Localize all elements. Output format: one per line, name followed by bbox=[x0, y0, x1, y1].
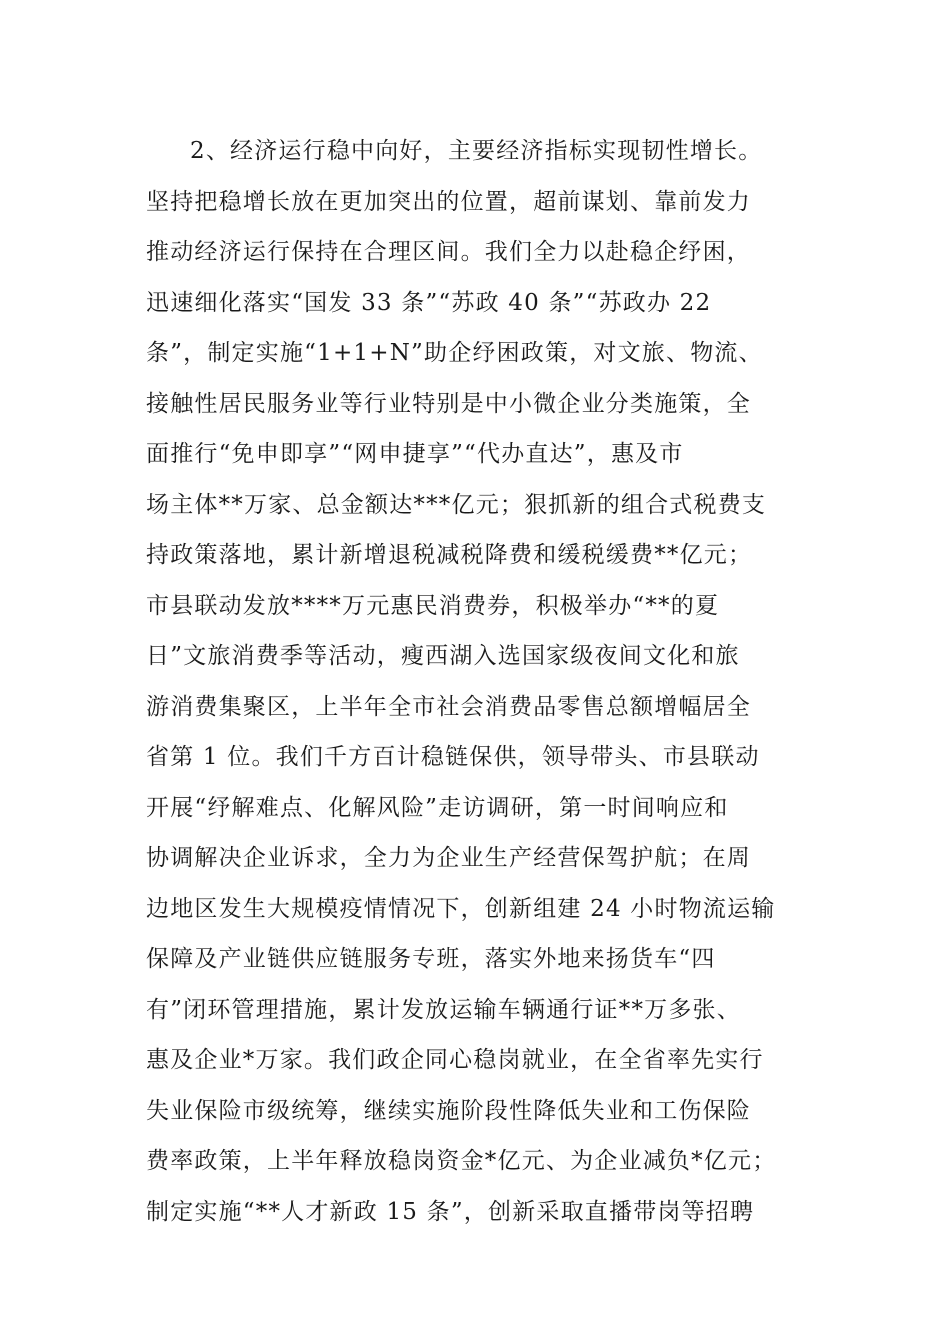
paragraph-line: 有”闭环管理措施，累计发放运输车辆通行证**万多张、 bbox=[146, 996, 741, 1023]
paragraph-line: 持政策落地，累计新增退税减税降费和缓税缓费**亿元； bbox=[146, 542, 753, 568]
paragraph-line: 接触性居民服务业等行业特别是中小微企业分类施策，全 bbox=[146, 390, 751, 417]
paragraph-line: 惠及企业*万家。我们政企同心稳岗就业，在全省率先实行 bbox=[146, 1047, 764, 1073]
paragraph-line: 协调解决企业诉求，全力为企业生产经营保驾护航；在周 bbox=[146, 845, 751, 871]
paragraph-heading-line: 2、经济运行稳中向好，主要经济指标实现韧性增长。 bbox=[190, 138, 763, 164]
paragraph-line: 面推行“免申即享”“网申捷享”“代办直达”，惠及市 bbox=[146, 441, 684, 467]
paragraph-line: 推动经济运行保持在合理区间。我们全力以赴稳企纾困， bbox=[146, 239, 751, 265]
body-paragraph bbox=[146, 126, 816, 1237]
paragraph-line: 省第 1 位。我们千方百计稳链保供，领导带头、市县联动 bbox=[146, 744, 760, 770]
paragraph-line: 游消费集聚区，上半年全市社会消费品零售总额增幅居全 bbox=[146, 693, 751, 720]
paragraph-line: 失业保险市级统筹，继续实施阶段性降低失业和工伤保险 bbox=[146, 1097, 751, 1124]
paragraph-line: 日”文旅消费季等活动，瘦西湖入选国家级夜间文化和旅 bbox=[146, 643, 740, 669]
paragraph-line: 保障及产业链供应链服务专班，落实外地来扬货车“四 bbox=[146, 946, 716, 972]
paragraph-line: 场主体**万家、总金额达***亿元；狠抓新的组合式税费支 bbox=[146, 491, 767, 518]
paragraph-line: 制定实施“**人才新政 15 条”，创新采取直播带岗等招聘 bbox=[146, 1198, 755, 1225]
paragraph-line: 坚持把稳增长放在更加突出的位置，超前谋划、靠前发力 bbox=[146, 188, 751, 215]
paragraph-line: 迅速细化落实“国发 33 条”“苏政 40 条”“苏政办 22 bbox=[146, 289, 712, 316]
paragraph-line: 市县联动发放****万元惠民消费券，积极举办“**的夏 bbox=[146, 592, 720, 619]
paragraph-line: 费率政策，上半年释放稳岗资金*亿元、为企业减负*亿元； bbox=[146, 1148, 777, 1174]
paragraph-line: 条”，制定实施“1+1+N”助企纾困政策，对文旅、物流、 bbox=[146, 340, 763, 366]
paragraph-line: 开展“纾解难点、化解风险”走访调研，第一时间响应和 bbox=[146, 794, 729, 821]
paragraph-line: 边地区发生大规模疫情情况下，创新组建 24 小时物流运输 bbox=[146, 895, 776, 922]
